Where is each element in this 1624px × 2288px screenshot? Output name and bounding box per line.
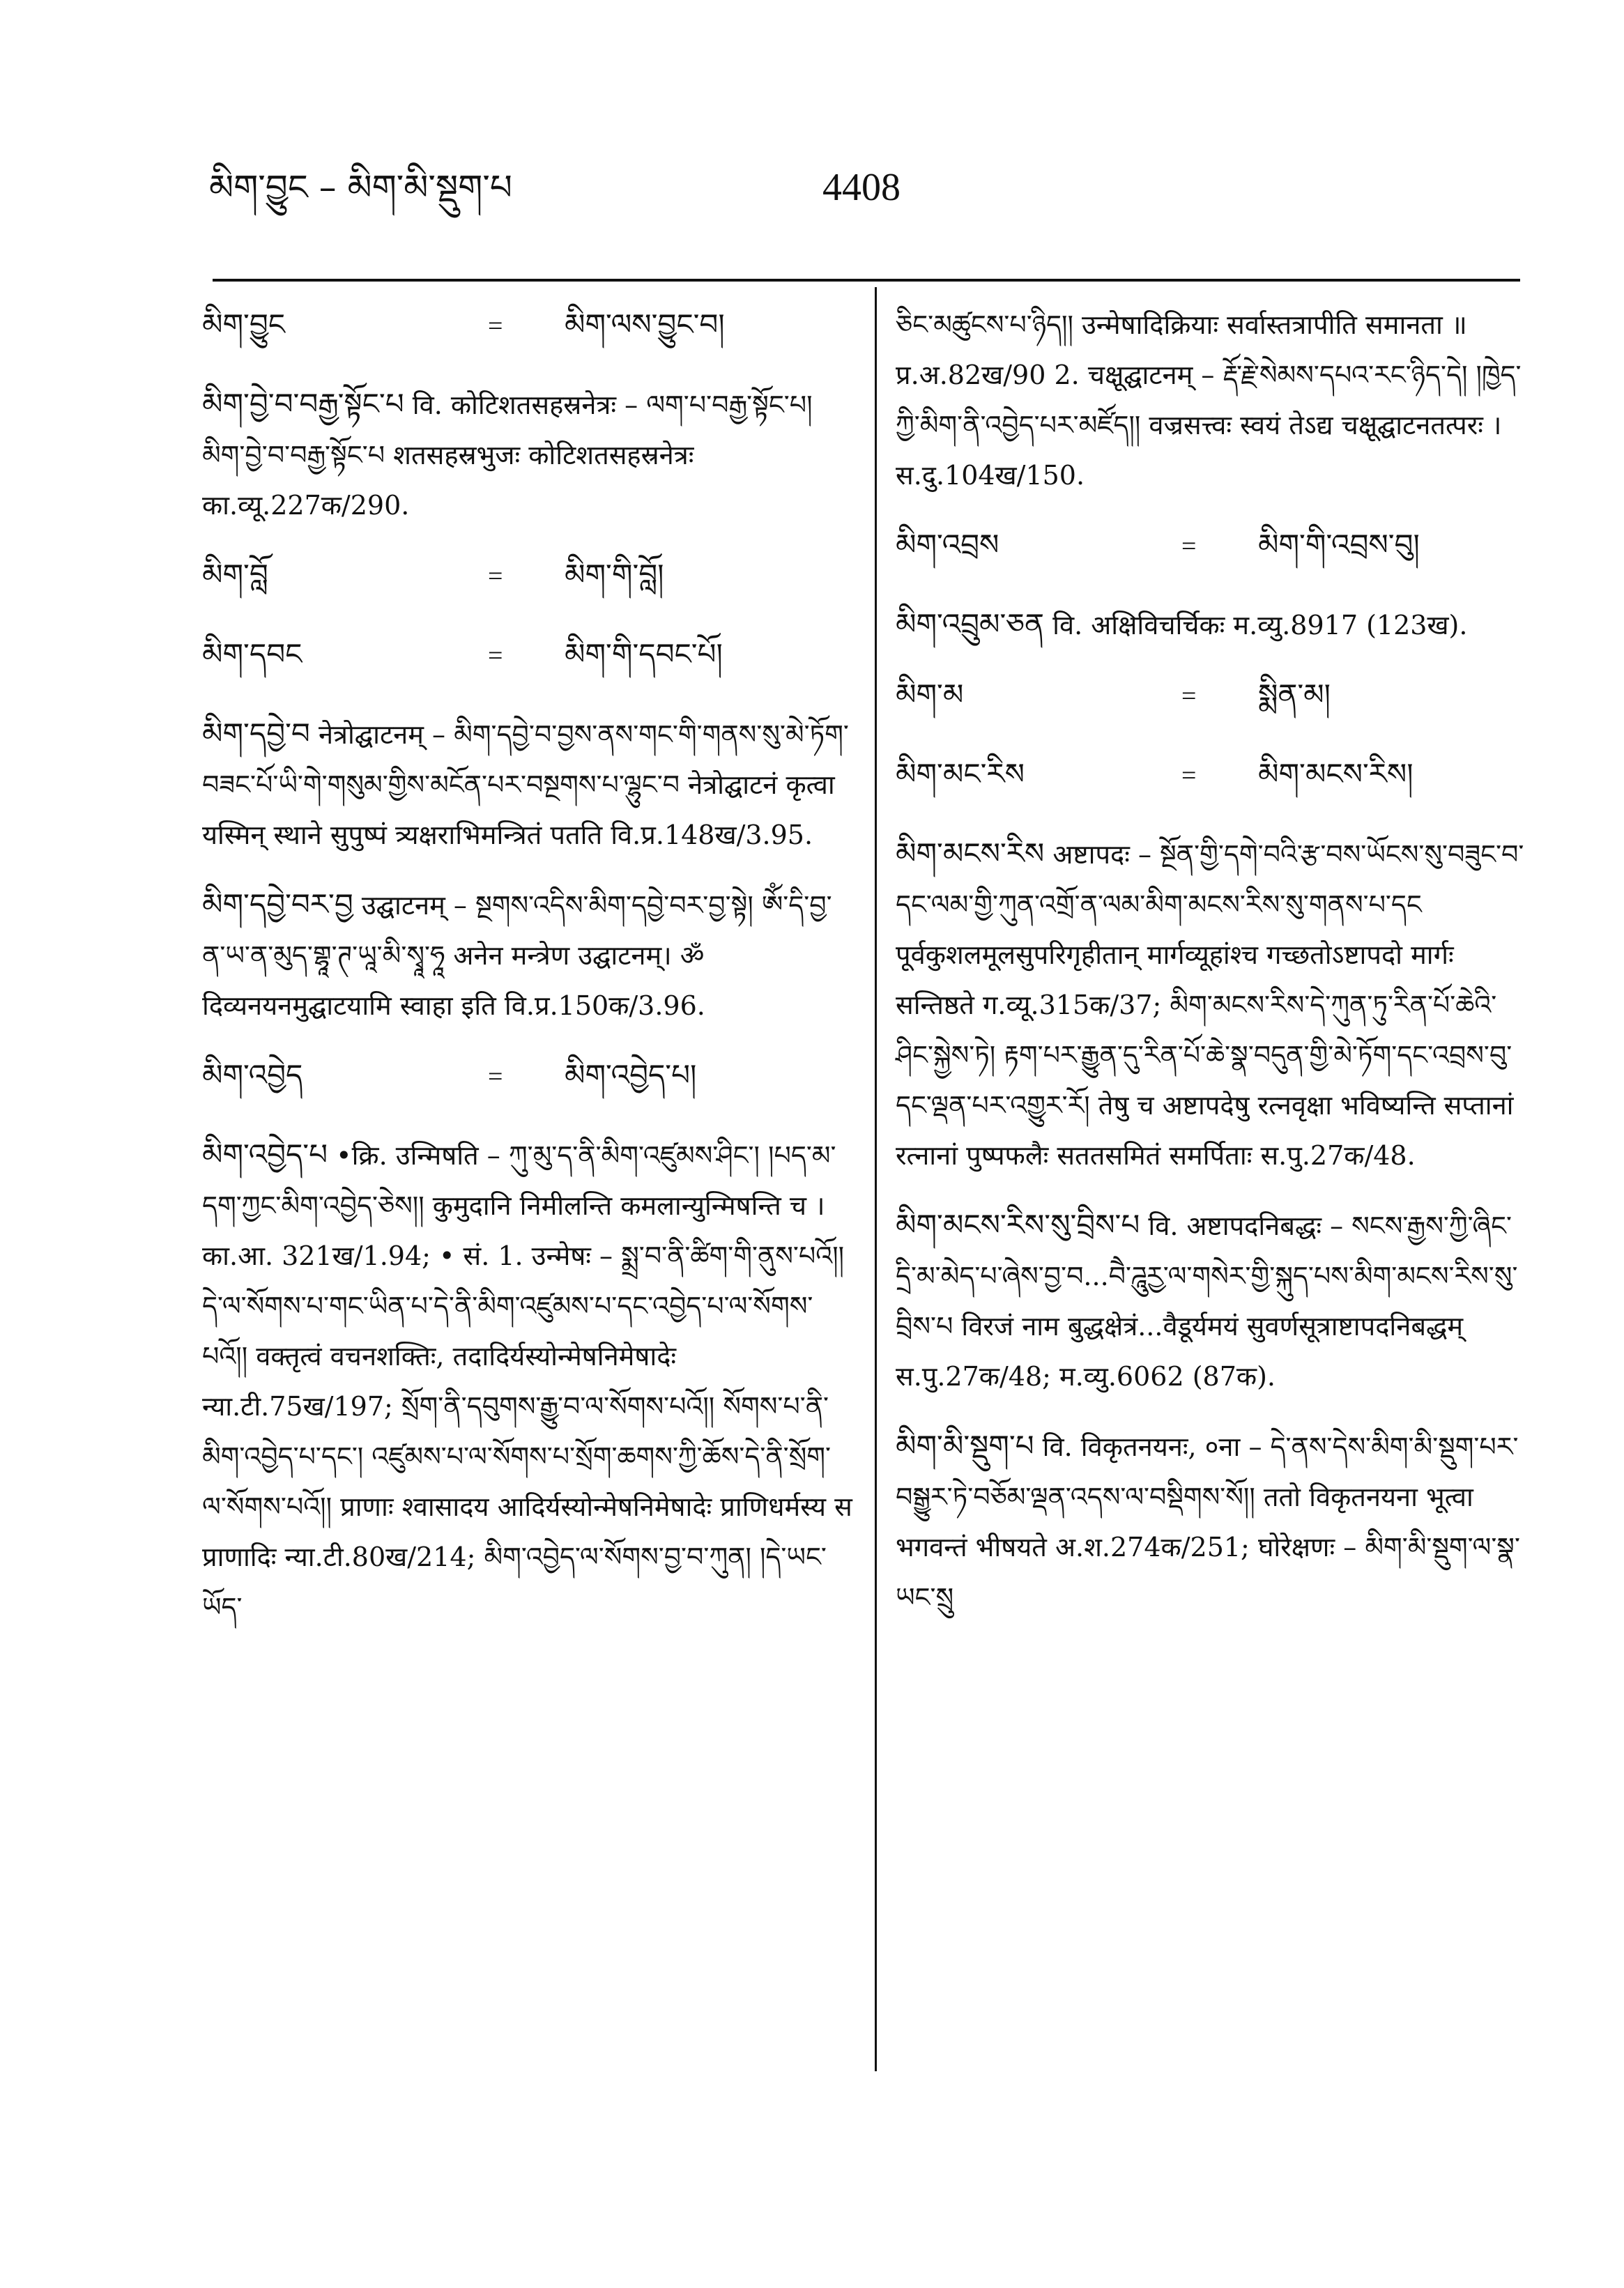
dictionary-entry (896, 749, 1530, 801)
entry-headword: མིག་དབྱེ་བར་བྱ (202, 887, 353, 921)
left-column (202, 300, 854, 1652)
dictionary-entry (202, 709, 854, 860)
entry-headword: མིག་དབྱེ་བ (202, 716, 310, 751)
equals-sign: = (488, 641, 503, 670)
entry-headword: མིག་མ (896, 677, 964, 712)
dictionary-entry (202, 550, 854, 601)
equals-sign: = (1181, 682, 1197, 711)
entry-headword: མིག་བྱེ་བ་བརྒྱ་སྟོང་པ (202, 387, 404, 421)
cross-reference-target: སྨིན་མ། (1258, 677, 1331, 712)
entry-headword: མིག་འབྲས (896, 528, 999, 562)
entry-definition: अष्टापदः – སྔོན་གྱི་དགེ་བའི་རྩ་བས་ཡོངས་སུ་བཟུང་བ་དང་ལམ་གྱི་ཀུན་འགྲོ་ན་ལམ་མིག་མངས་རིས་སུ་གནས་པ་དང पूर्वकुशलमूलसुपरिगृहीतान् मार्गव्यूहांश्च गच्छतोऽष्टापदो मार्गः सन्तिष्ठते ग.व्यू.315क/37; མིག་མངས་རིས་དེ་ཀུན་ཏུ་རིན་པོ་ཆེའི་ཤིང་སྐྱེས་ཏེ། རྟག་པར་རྒྱུན་དུ་རིན་པོ་ཆེ་སྣ་བདུན་གྱི་མེ་ཏོག་དང་འབྲས་བུ་དང་ལྡན་པར་འགྱུར་རོ། तेषु च अष्टापदेषु रत्नवृक्षा भविष्यन्ति सप्तानां रत्नानां पुष्पफलैः सततसमितं समर्पिताः स.पु.27क/48. (896, 839, 1524, 1171)
dictionary-entry (202, 379, 854, 530)
dictionary-entry (896, 599, 1530, 650)
dictionary-entry (202, 1130, 854, 1632)
header-rule (213, 279, 1520, 282)
running-header: མིག་བྱུང – མིག་མི་སྡུག་པ (209, 167, 512, 208)
cross-reference-target: མིག་གི་འབྲས་བུ། (1258, 528, 1420, 562)
cross-reference-target: མིག་ལས་བྱུང་བ། (565, 307, 725, 341)
dictionary-entry (202, 880, 854, 1031)
dictionary-entry (202, 1050, 854, 1102)
cross-reference-target: མིག་འབྱེད་པ། (565, 1058, 697, 1092)
page-number: 4408 (822, 166, 901, 209)
entry-definition: वि. विकृतनयनः, ०ना – དེ་ནས་དེས་མིག་མི་སྡུག་པར་བསྒྱུར་ཏེ་བཅོམ་ལྡན་འདས་ལ་བསྡིགས་སོ།། ततो विकृतनयना भूत्वा भगवन्तं भीषयते अ.श.274क/251; घोरेक्षणः – མིག་མི་སྡུག་ལ་སྣ་ཡང་སྲུ (896, 1431, 1520, 1613)
dictionary-entry (896, 670, 1530, 721)
entry-definition: वि. कोटिशतसहस्रनेत्रः – ལག་པ་བརྒྱ་སྟོང་པ། མིག་བྱེ་བ་བརྒྱ་སྟོང་པ शतसहस्रभुजः कोटिशतसहस्रनेत्रः का.व्यू.227क/290. (202, 390, 813, 521)
equals-sign: = (488, 312, 503, 341)
entry-definition: नेत्रोद्घाटनम् – མིག་དབྱེ་བ་བྱས་ནས་གང་གི་གནས་སུ་མེ་ཏོག་བཟང་པོ་ཡི་གེ་གསུམ་གྱིས་མངོན་པར་བསྔགས་པ་ལྷུང་བ नेत्रोद्घाटनं कृत्वा यस्मिन् स्थाने सुपुष्पं त्र्यक्षराभिमन्त्रितं पतति वि.प्र.148ख/3.95. (202, 719, 849, 850)
cross-reference-target: མིག་གི་དབང་པོ། (565, 637, 723, 671)
dictionary-entry (896, 1421, 1530, 1622)
entry-headword: མིག་འབྱེད (202, 1058, 303, 1092)
entry-definition: ཅིང་མཚུངས་པ་ཉིད།། उन्मेषादिक्रियाः सर्वास्तत्रापीति समानता ॥ प्र.अ.82ख/90 2. चक्षूद्घाटनम् – རྡོ་རྗེ་སེམས་དཔའ་རང་ཉིད་དེ། །ཁྱེད་ཀྱི་མིག་ནི་འབྱེད་པར་མཛོད།། वज्रसत्त्वः स्वयं तेऽद्य चक्षूद्घाटनतत्परः । स.दु.104ख/150. (896, 309, 1522, 491)
equals-sign: = (1181, 761, 1197, 790)
dictionary-entry (896, 1200, 1530, 1402)
equals-sign: = (488, 562, 503, 591)
entry-headword: མིག་འབྱེད་པ (202, 1137, 328, 1172)
entry-headword: མིག་མངས་རིས་སུ་བྲིས་པ (896, 1208, 1140, 1242)
entry-headword: མིག་མི་སྡུག་པ (896, 1429, 1034, 1463)
entry-headword: མིག་མངས་རིས (896, 836, 1045, 870)
dictionary-entry (202, 300, 854, 351)
entry-definition: उद्घाटनम् – སྔགས་འདིས་མིག་དབྱེ་བར་བྱ་སྟེ། ཨོཾ་དི་བྱ་ན་ཡ་ན་མུད་གྷཱ་ཊ་ཡཱ་མི་སྭཱ་ཧཱ अनेन मन्त्रेण उद्घाटनम्। ॐ दिव्यनयनमुद्घाटयामि स्वाहा इति वि.प्र.150क/3.96. (202, 890, 832, 1021)
cross-reference-target: མིག་གི་བློ། (565, 558, 664, 592)
entry-definition: वि. अक्षिविचर्चिकः म.व्यु.8917 (123ख). (1052, 610, 1468, 640)
equals-sign: = (488, 1062, 503, 1091)
entry-headword: མིག་བློ (202, 558, 268, 592)
entry-headword: མིག་དབང (202, 637, 302, 671)
dictionary-entry (896, 829, 1530, 1181)
entry-definition: वि. अष्टापदनिबद्धः – སངས་རྒྱས་ཀྱི་ཞིང་དྲི་མ་མེད་པ་ཞེས་བྱ་བ...བཻ་ཌཱུརྱ་ལ་གསེར་གྱི་སྐུད་པས་མིག་མངས་རིས་སུ་བྲིས་པ विरजं नाम बुद्धक्षेत्रं...वैडूर्यमयं सुवर्णसूत्राष्टापदनिबद्धम् स.पु.27क/48; म.व्यु.6062 (87क). (896, 1211, 1518, 1392)
dictionary-entry (896, 520, 1530, 571)
entry-headword: མིག་མང་རིས (896, 757, 1025, 791)
dictionary-entry (896, 300, 1530, 500)
right-column (896, 300, 1530, 1642)
column-divider (875, 287, 877, 2071)
dictionary-entry (202, 629, 854, 681)
entry-headword: མིག་འབྲུམ་ཅན (896, 607, 1045, 641)
equals-sign: = (1181, 532, 1197, 561)
cross-reference-target: མིག་མངས་རིས། (1258, 757, 1414, 791)
entry-definition: •क्रि. उन्मिषति – ཀུ་མུ་ད་ནི་མིག་འཛུམས་ཤིང་། །པད་མ་དག་ཀྱང་མིག་འབྱེད་ཅེས།། कुमुदानि निमीलन्ति कमलान्युन्मिषन्ति च । का.आ. 321ख/1.94; • सं. 1. उन्मेषः – སྨྲ་བ་ནི་ཚིག་གི་ནུས་པའོ།། དེ་ལ་སོགས་པ་གང་ཡིན་པ་དེ་ནི་མིག་འཛུམས་པ་དང་འབྱེད་པ་ལ་སོགས་པའོ།། वक्तृत्वं वचनशक्तिः, तदादिर्यस्योन्मेषनिमेषादेः न्या.टी.75ख/197; སྲོག་ནི་དབུགས་རྒྱུ་བ་ལ་སོགས་པའོ།། སོགས་པ་ནི་མིག་འབྱེད་པ་དང་། འཛུམས་པ་ལ་སོགས་པ་སྲོག་ཆགས་ཀྱི་ཆོས་དེ་ནི་སྲོག་ལ་སོགས་པའོ།། प्राणाः श्वासादय आदिर्यस्योन्मेषनिमेषादेः प्राणिधर्मस्य स प्राणादिः न्या.टी.80ख/214; མིག་འབྱེད་ལ་སོགས་བྱ་བ་ཀུན། །དེ་ཡང་ཡོད་ (202, 1140, 852, 1622)
entry-headword: མིག་བྱུང (202, 307, 286, 341)
